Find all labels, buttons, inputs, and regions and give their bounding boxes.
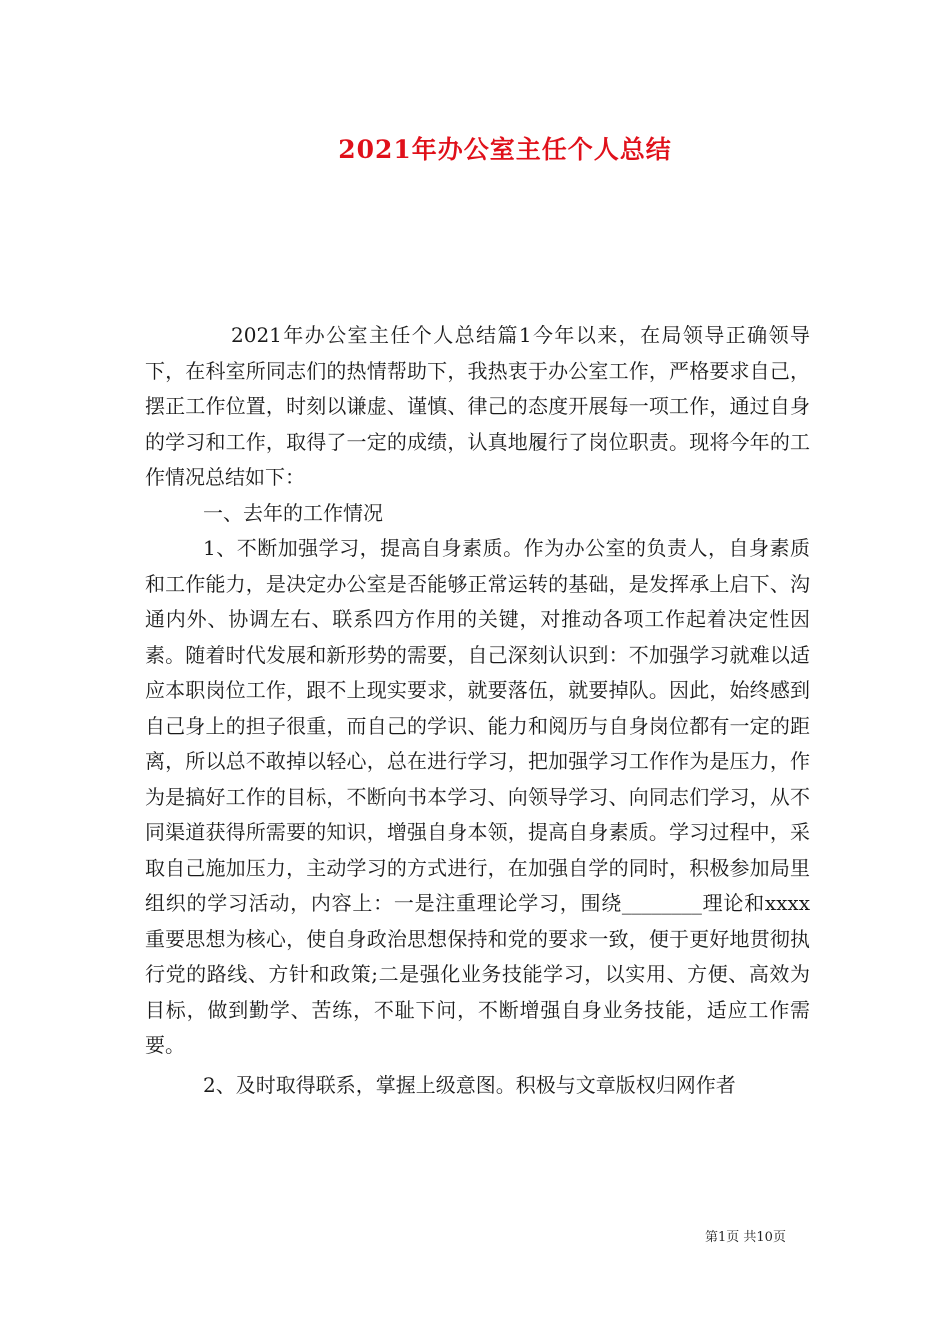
item-1-paragraph: 1、不断加强学习，提高自身素质。作为办公室的负责人，自身素质和工作能力，是决定办公室是否能够正常运转的基础，是发挥承上启下、沟通内外、协调左右、联系四方作用的关键，对推动各项工作起着决定性因素。随着时代发展和新形势的需要，自己深刻认识到：不加强学习就难以适应本职岗位工作，跟不上现实要求，就要落伍，就要掉队。因此，始终感到自己身上的担子很重，而自己的学识、能力和阅历与自身岗位都有一定的距离，所以总不敢掉以轻心，总在进行学习，把加强学习工作作为是压力，作为是搞好工作的目标，不断向书本学习、向领导学习、向同志们学习，从不同渠道获得所需要的知识，增强自身本领，提高自身素质。学习过程中，采取自己施加压力，主动学习的方式进行，在加强自学的同时，积极参加局里组织的学习活动，内容上：一是注重理论学习，围绕________理论和xxxx重要思想为核心，使自身政治思想保持和党的要求一致，便于更好地贯彻执行党的路线、方针和政策;二是强化业务技能学习，以实用、方便、高效为目标，做到勤学、苦练，不耻下问，不断增强自身业务技能，适应工作需要。 [145, 536, 810, 1057]
section-heading: 一、去年的工作情况 [203, 500, 383, 525]
document-body [145, 318, 810, 1103]
document-title: 2021年办公室主任个人总结 [338, 135, 672, 164]
page-number: 第1页 共10页 [705, 1230, 786, 1245]
item-2-paragraph: 2、及时取得联系，掌握上级意图。积极与文章版权归网作者 [203, 1072, 736, 1097]
intro-paragraph: 2021年办公室主任个人总结篇1今年以来，在局领导正确领导下，在科室所同志们的热情帮助下，我热衷于办公室工作，严格要求自己，摆正工作位置，时刻以谦虚、谨慎、律己的态度开展每一项工作，通过自身的学习和工作，取得了一定的成绩，认真地履行了岗位职责。现将今年的工作情况总结如下： [145, 323, 810, 489]
